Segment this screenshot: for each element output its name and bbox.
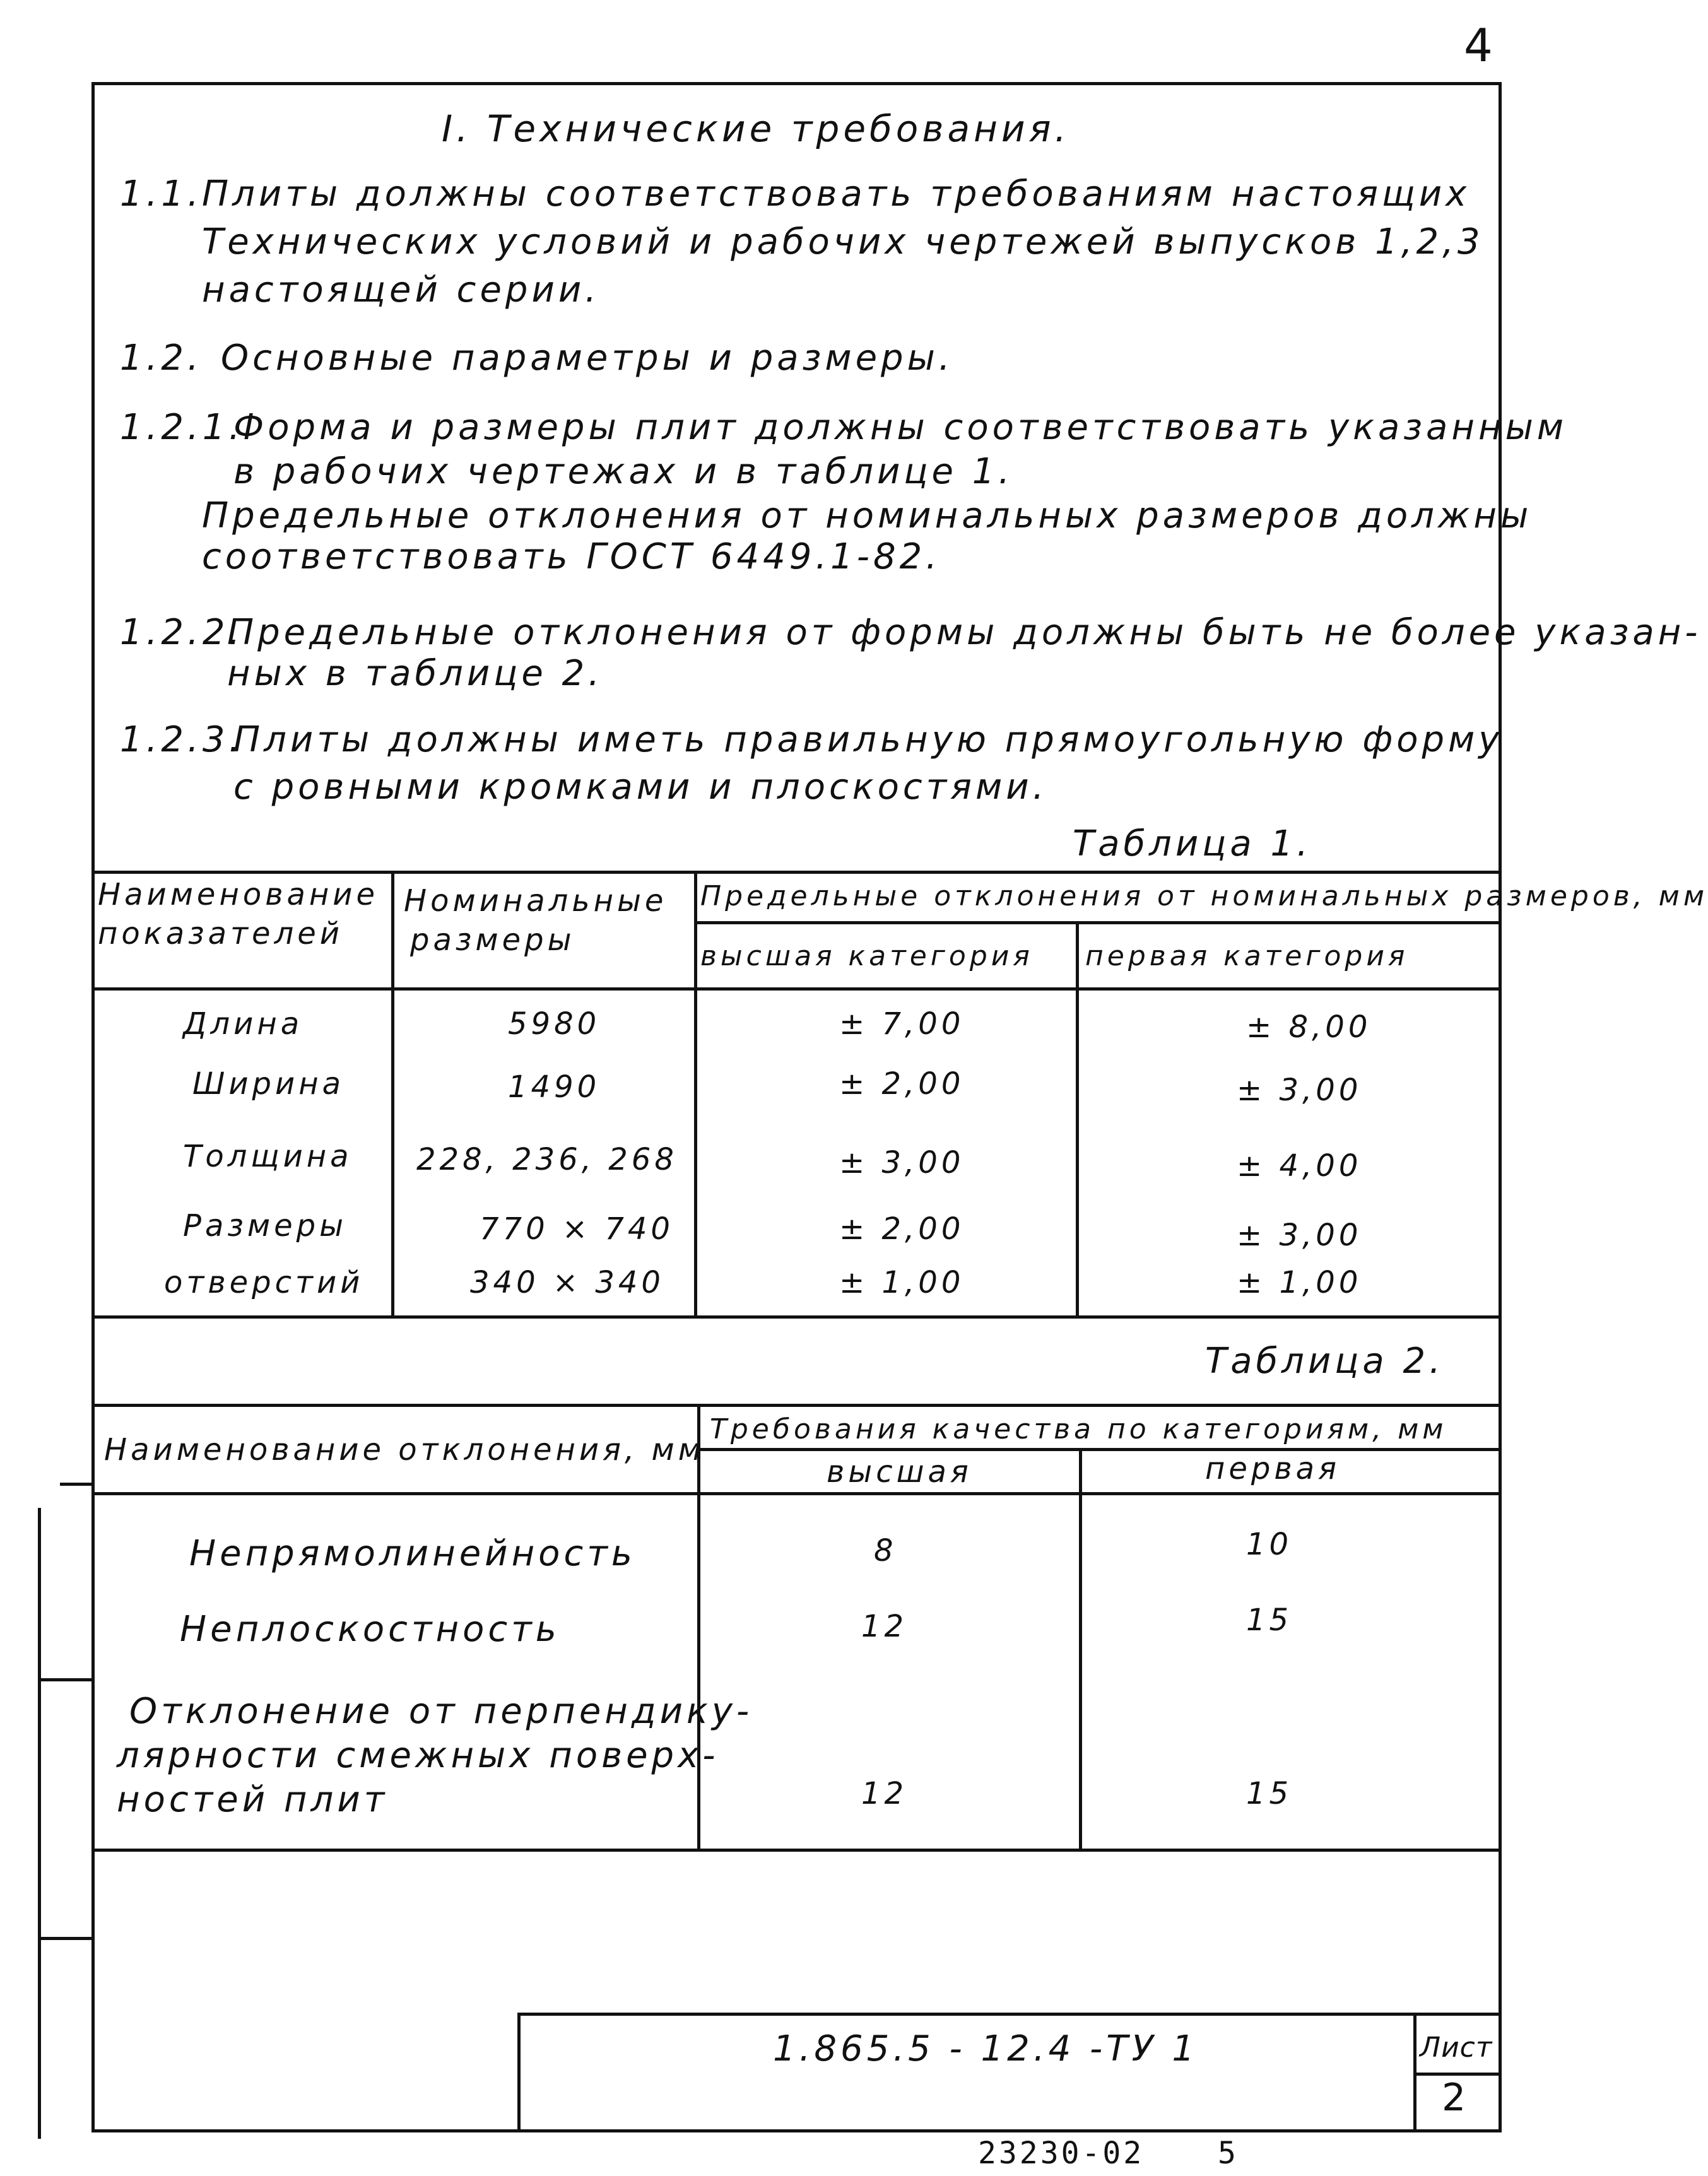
row-nominal: 228, 236, 268 xyxy=(416,1142,678,1177)
row-first: 15 xyxy=(1246,1603,1293,1638)
row-first: ± 4,00 xyxy=(1237,1148,1362,1184)
row-name: Размеры xyxy=(183,1208,347,1244)
table2-caption: Таблица 2. xyxy=(1205,1341,1444,1382)
table2-header-group: Требования качества по категориям, мм xyxy=(710,1413,1447,1445)
table1-header-nominal: размеры xyxy=(410,922,575,958)
sheet-label: Лист xyxy=(1420,2032,1493,2064)
paragraph-line: с ровными кромками и плоскостями. xyxy=(233,767,1048,808)
table-rule xyxy=(91,987,1502,991)
paragraph-line: в рабочих чертежах и в таблице 1. xyxy=(233,451,1014,492)
row-name: Ширина xyxy=(192,1066,345,1102)
paragraph-line: Предельные отклонения от формы должны быть не более указан- xyxy=(227,612,1702,653)
table-rule xyxy=(91,1492,1502,1495)
row-first: 15 xyxy=(1246,1776,1293,1811)
paragraph-line: ных в таблице 2. xyxy=(227,653,604,694)
row-high: ± 2,00 xyxy=(839,1066,965,1102)
table1-header-group: Предельные отклонения от номинальных размеров, мм xyxy=(700,880,1708,912)
table-rule xyxy=(694,921,1502,924)
table1-header-name: показателей xyxy=(98,916,343,951)
footer-number: 5 xyxy=(1218,2136,1239,2171)
table1-header-nominal: Номинальные xyxy=(404,883,668,919)
row-name: ностей плит xyxy=(117,1779,389,1820)
paragraph-line: Плиты должны соответствовать требованиям настоящих xyxy=(202,173,1471,215)
table-rule xyxy=(91,871,1502,874)
margin-tick xyxy=(38,1937,95,1940)
table1-header-high: высшая категория xyxy=(700,940,1034,972)
margin-tick xyxy=(60,1483,95,1486)
row-name: Длина xyxy=(183,1006,303,1042)
row-first: 10 xyxy=(1246,1527,1293,1562)
row-first: ± 3,00 xyxy=(1237,1073,1362,1108)
stamp-rule xyxy=(517,2013,1502,2016)
row-first: ± 1,00 xyxy=(1237,1265,1362,1300)
row-high: 8 xyxy=(874,1533,897,1568)
table2-header-high: высшая xyxy=(827,1454,972,1490)
paragraph-line: соответствовать ГОСТ 6449.1-82. xyxy=(202,536,941,577)
row-first: ± 8,00 xyxy=(1246,1009,1372,1045)
paragraph-number: 1.2. xyxy=(120,338,203,379)
margin-tick xyxy=(38,1678,95,1681)
row-name: Непрямолинейность xyxy=(189,1533,636,1574)
row-name: Неплоскостность xyxy=(180,1609,560,1650)
table-rule xyxy=(91,1404,1502,1407)
paragraph-line: настоящей серии. xyxy=(202,269,601,310)
section-heading: I. Технические требования. xyxy=(442,107,1070,150)
paragraph-number: 1.2.3. xyxy=(120,719,244,760)
row-high: ± 3,00 xyxy=(839,1145,965,1180)
margin-line xyxy=(38,1508,41,2139)
paragraph-line: Основные параметры и размеры. xyxy=(221,338,954,379)
row-high: 12 xyxy=(861,1776,908,1811)
row-name: лярности смежных поверх- xyxy=(117,1735,719,1776)
table-rule xyxy=(697,1448,1502,1451)
table2-header-first: первая xyxy=(1205,1451,1340,1486)
row-nominal: 340 × 340 xyxy=(470,1265,664,1300)
paragraph-line: Предельные отклонения от номинальных размеров должны xyxy=(202,495,1533,536)
table-rule xyxy=(694,871,697,1319)
row-high: ± 2,00 xyxy=(839,1211,965,1247)
table-rule xyxy=(391,871,394,1319)
sheet-number: 2 xyxy=(1442,2076,1466,2120)
document-code: 1.865.5 - 12.4 -ТУ 1 xyxy=(773,2028,1199,2069)
row-nominal: 5980 xyxy=(508,1006,601,1042)
row-nominal: 770 × 740 xyxy=(480,1211,674,1247)
page-number: 4 xyxy=(1464,19,1493,72)
row-nominal: 1490 xyxy=(508,1069,601,1105)
table-rule xyxy=(1079,1448,1082,1852)
paragraph-line: Технических условий и рабочих чертежей выпусков 1,2,3 xyxy=(202,221,1484,262)
row-high: ± 1,00 xyxy=(839,1265,965,1300)
stamp-rule xyxy=(517,2013,521,2132)
table1-caption: Таблица 1. xyxy=(1073,823,1312,864)
table1-header-first: первая категория xyxy=(1085,940,1409,972)
paragraph-line: Форма и размеры плит должны соответствовать указанным xyxy=(233,407,1568,448)
footer-code: 23230-02 xyxy=(978,2136,1145,2171)
table-rule xyxy=(91,1315,1502,1319)
paragraph-line: Плиты должны иметь правильную прямоугольную форму xyxy=(233,719,1504,760)
row-name: отверстий xyxy=(164,1265,364,1300)
paragraph-number: 1.2.2. xyxy=(120,612,244,653)
table-rule xyxy=(1076,921,1079,1319)
table-rule xyxy=(91,1849,1502,1852)
table1-header-name: Наименование xyxy=(98,877,379,912)
row-high: 12 xyxy=(861,1609,908,1644)
table2-header-name: Наименование отклонения, мм xyxy=(104,1432,705,1467)
row-first: ± 3,00 xyxy=(1237,1218,1362,1253)
paragraph-number: 1.1. xyxy=(120,173,203,215)
table-rule xyxy=(697,1404,700,1852)
row-name: Отклонение от перпендику- xyxy=(129,1691,753,1732)
paragraph-number: 1.2.1. xyxy=(120,407,244,448)
row-high: ± 7,00 xyxy=(839,1006,965,1042)
row-name: Толщина xyxy=(183,1139,353,1174)
